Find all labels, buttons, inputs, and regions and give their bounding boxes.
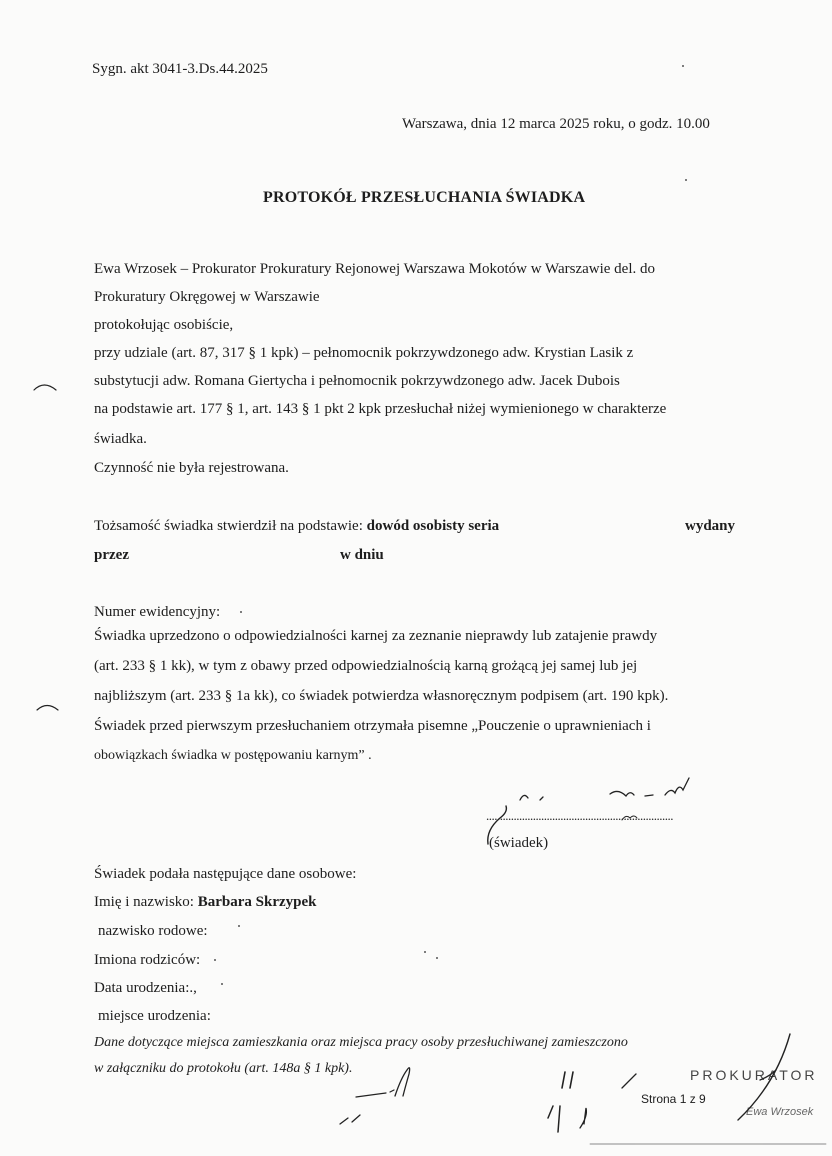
speck-1 bbox=[682, 65, 684, 67]
signature-scribble-1 bbox=[520, 795, 543, 800]
intro-line-6: na podstawie art. 177 § 1, art. 143 § 1 pkt 2 kpk przesłuchał niżej wymienionego w charakterze bbox=[94, 401, 667, 417]
warning-line-2: (art. 233 § 1 kk), w tym z obawy przed odpowiedzialnością karną grożącą jej samej lub jej bbox=[94, 658, 638, 674]
signature-line: .................................................................... bbox=[486, 808, 673, 823]
page-slash-1 bbox=[622, 1074, 636, 1088]
speck-8 bbox=[221, 983, 223, 985]
note-line-2: w załączniku do protokołu (art. 148a § 1 kpk). bbox=[94, 1061, 353, 1076]
name-label: Imię i nazwisko: bbox=[94, 894, 198, 910]
warning-line-1: Świadka uprzedzono o odpowiedzialności karnej za zeznanie nieprawdy lub zatajenie prawdy bbox=[94, 628, 658, 644]
document-title: PROTOKÓŁ PRZESŁUCHANIA ŚWIADKA bbox=[263, 189, 586, 206]
stamp-title: PROKURATOR bbox=[690, 1067, 818, 1083]
maiden-name-label: nazwisko rodowe: bbox=[98, 923, 208, 939]
intro-line-1: Ewa Wrzosek – Prokurator Prokuratury Rejonowej Warszawa Mokotów w Warszawie del. do bbox=[94, 261, 656, 277]
speck-7 bbox=[238, 925, 240, 927]
initials-mark-1 bbox=[395, 1068, 410, 1096]
warning-line-4: Świadek przed pierwszym przesłuchaniem otrzymała pisemne „Pouczenie o uprawnieniach i bbox=[94, 718, 651, 734]
note-line-1: Dane dotyczące miejsca zamieszkania oraz miejsca pracy osoby przesłuchiwanej zamieszczono bbox=[94, 1035, 628, 1050]
stamp-signature-stroke bbox=[738, 1034, 790, 1120]
warning-line-3: najbliższym (art. 233 § 1a kk), co świadek potwierdza własnoręcznym podpisem (art. 190 kpk). bbox=[94, 688, 669, 704]
intro-line-2: Prokuratury Okręgowej w Warszawie bbox=[94, 289, 320, 305]
warning-line-5: obowiązkach świadka w postępowaniu karnym” . bbox=[94, 748, 372, 763]
identity-by: przez bbox=[94, 547, 129, 563]
identity-document: dowód osobisty seria bbox=[366, 518, 500, 534]
parents-label: Imiona rodziców: bbox=[94, 952, 201, 968]
place-date: Warszawa, dnia 12 marca 2025 roku, o godz. 10.00 bbox=[402, 116, 710, 132]
identity-date: w dniu bbox=[340, 547, 384, 563]
intro-line-8: Czynność nie była rejestrowana. bbox=[94, 460, 289, 476]
id-number-label: Numer ewidencyjny: bbox=[94, 604, 221, 620]
initials-ticks bbox=[340, 1115, 360, 1124]
birth-date-label: Data urodzenia:., bbox=[94, 980, 197, 996]
page-number: Strona 1 z 9 bbox=[641, 1092, 706, 1106]
case-number: Sygn. akt 3041-3.Ds.44.2025 bbox=[92, 61, 268, 77]
speck-6 bbox=[436, 957, 438, 959]
margin-mark-2 bbox=[37, 706, 58, 711]
speck-4 bbox=[214, 959, 216, 961]
signature-hook bbox=[488, 806, 507, 844]
intro-line-3: protokołując osobiście, bbox=[94, 317, 234, 333]
witness-name: Barbara Skrzypek bbox=[197, 894, 317, 910]
speck-3 bbox=[240, 611, 242, 613]
identity-lead: Tożsamość świadka stwierdził na podstawie: bbox=[94, 518, 367, 534]
intro-line-4: przy udziale (art. 87, 317 § 1 kpk) – pełnomocnik pokrzywdzonego adw. Krystian Lasik z bbox=[94, 345, 634, 361]
margin-mark-1 bbox=[34, 385, 56, 390]
stamp-name: Ewa Wrzosek bbox=[746, 1106, 814, 1118]
page-marks-2 bbox=[548, 1106, 560, 1132]
speck-2 bbox=[685, 179, 687, 181]
signature-label: (świadek) bbox=[489, 835, 549, 851]
speck-5 bbox=[424, 951, 426, 953]
identity-issued: wydany bbox=[685, 518, 736, 534]
signature-dots-mark bbox=[622, 816, 637, 820]
birth-place-label: miejsce urodzenia: bbox=[98, 1008, 211, 1024]
page-marks-3 bbox=[580, 1108, 586, 1128]
intro-line-7: świadka. bbox=[94, 431, 147, 447]
initials-underline bbox=[356, 1090, 394, 1097]
page-marks-1 bbox=[562, 1072, 573, 1088]
personal-intro: Świadek podała następujące dane osobowe: bbox=[94, 866, 357, 882]
intro-line-5: substytucji adw. Romana Giertycha i pełnomocnik pokrzywdzonego adw. Jacek Dubois bbox=[94, 373, 620, 389]
signature-scribble-2 bbox=[610, 778, 689, 796]
